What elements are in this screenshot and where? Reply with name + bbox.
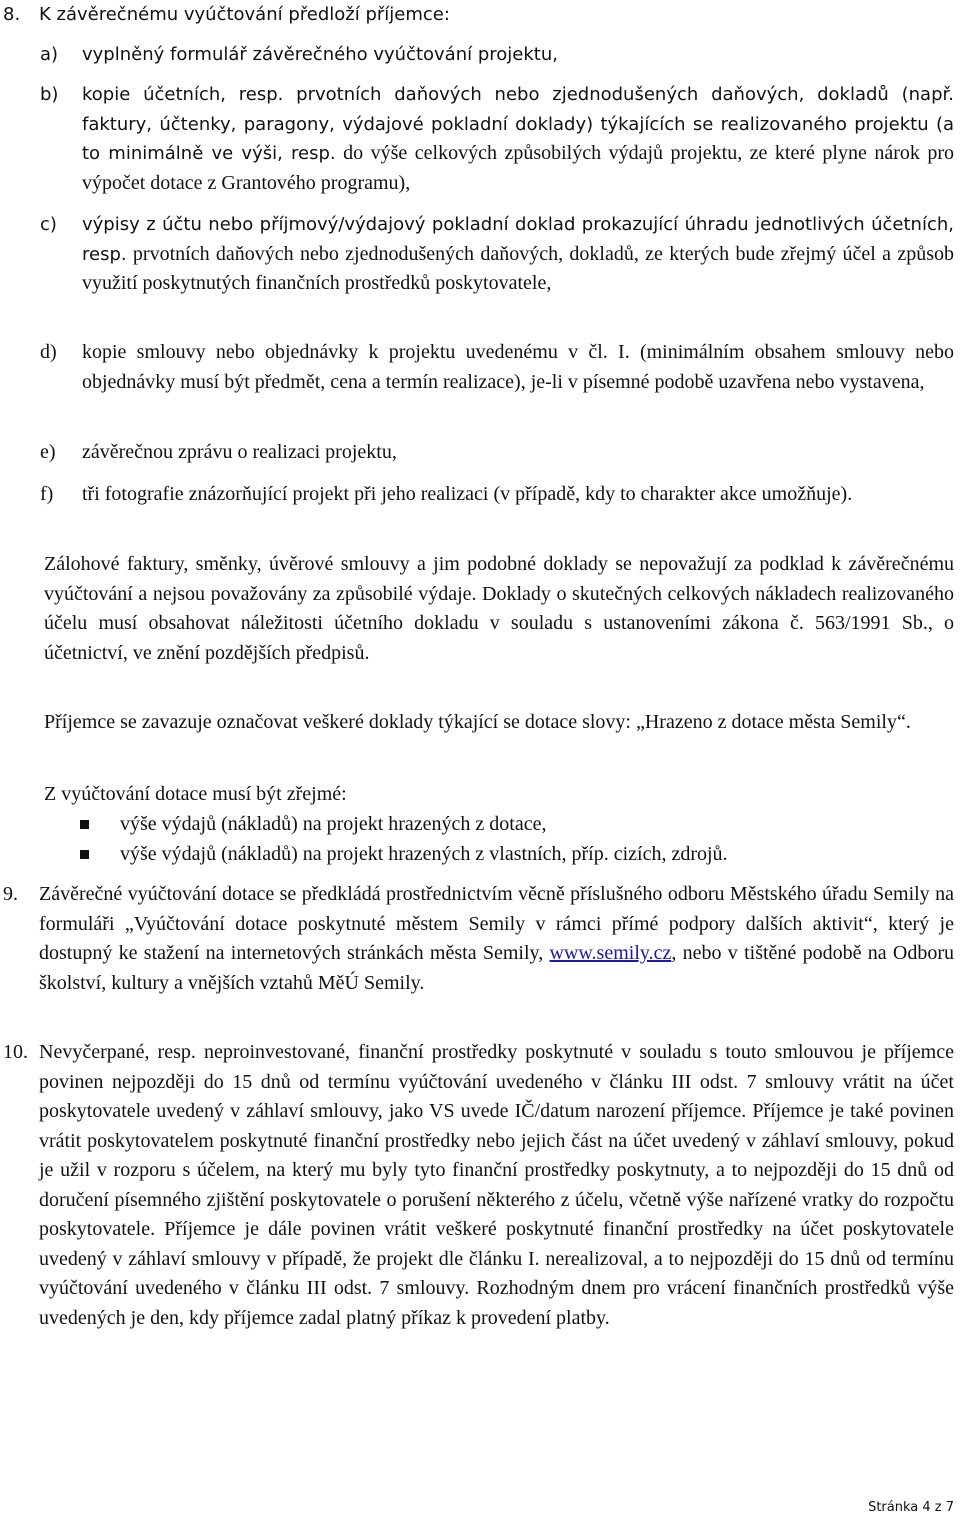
bullet-square-icon — [80, 820, 89, 829]
section-number: 9. — [3, 883, 18, 905]
item-text-part: kopie účetních, resp. prvotních daňových nebo zjednodušených daňových, dokladů (např. faktury, účtenky, paragony, výdajové pokladní doklady) týkajících se realizovaného projektu (a to minimálně ve výši, resp. — [82, 84, 954, 164]
section-number: 8. — [3, 4, 21, 25]
item-text: kopie smlouvy nebo objednávky k projektu uvedenému v čl. I. (minimálním obsahem smlouvy nebo objednávky musí být předmět, cena a termín realizace), je-li v písemné podobě uzavřena nebo vystavena, — [82, 341, 954, 393]
list-item-c — [40, 210, 954, 299]
item-text: závěrečnou zprávu o realizaci projektu, — [82, 441, 397, 463]
item-text: tři fotografie znázorňující projekt při jeho realizaci (v případě, kdy to charakter akce umožňuje). — [82, 483, 853, 505]
item-text — [82, 80, 954, 198]
list-item-d — [40, 338, 954, 397]
bullet-square-icon — [80, 850, 89, 859]
section-text-part: Závěrečné vyúčtování dotace se předkládá prostřednictvím věcně příslušného odboru Městského úřadu Semily na formuláři „Vyúčtování dotace poskytnuté městem Semily v rámci přímé podpory dalších aktivit“, který je dostupný ke stažení na internetových stránkách města Semily, — [39, 883, 954, 964]
item-text-part: prvotních daňových nebo zjednodušených daňových, dokladů, ze kterých bude zřejmý účel a způsob využití poskytnutých finančních prostředků poskytovatele, — [82, 242, 954, 294]
paragraph-z-vyuctovani: Z vyúčtování dotace musí být zřejmé: — [44, 783, 347, 805]
bullet-text: výše výdajů (nákladů) na projekt hrazených z vlastních, příp. cizích, zdrojů. — [120, 842, 728, 865]
list-item-e — [40, 438, 954, 468]
list-item-f — [40, 480, 954, 510]
item-label: b) — [40, 84, 59, 105]
item-text-part: do výše celkových způsobilých výdajů projektu, ze které plyne nárok pro výpočet dotace z Grantového programu), — [82, 142, 955, 194]
item-text — [82, 210, 954, 299]
item-label: c) — [40, 214, 57, 235]
item-label: e) — [40, 441, 56, 463]
section-10 — [3, 1038, 954, 1333]
section-8 — [3, 0, 954, 30]
item-text-part: výpisy z účtu nebo příjmový/výdajový pokladní doklad prokazující úhradu jednotlivých účetních, resp. — [82, 214, 954, 265]
section-9 — [3, 880, 954, 998]
section-text — [39, 880, 954, 998]
item-label: a) — [40, 44, 59, 65]
bullet-item — [80, 840, 954, 870]
item-label: d) — [40, 341, 57, 363]
website-link[interactable]: www.semily.cz — [549, 942, 672, 964]
bullet-text: výše výdajů (nákladů) na projekt hrazených z dotace, — [120, 813, 547, 835]
bullet-item — [80, 810, 954, 840]
page-number: Stránka 4 z 7 — [868, 1500, 954, 1515]
item-label: f) — [40, 483, 54, 505]
item-text: vyplněný formulář závěrečného vyúčtování projektu, — [82, 44, 558, 65]
section-heading: K závěrečnému vyúčtování předloží příjemce: — [39, 4, 450, 25]
paragraph-oznaceni: Příjemce se zavazuje označovat veškeré doklady týkající se dotace slovy: „Hrazeno z dotace města Semily“. — [44, 711, 911, 733]
list-item-b — [40, 80, 954, 198]
section-text-part: , nebo v tištěné podobě na Odboru školství, kultury a vnějších vztahů MěÚ Semily. — [39, 942, 954, 994]
section-number: 10. — [3, 1041, 28, 1063]
section-text: Nevyčerpané, resp. neproinvestované, finanční prostředky poskytnuté v souladu s touto smlouvou je příjemce povinen nejpozději do 15 dnů od termínu vyúčtování uvedeného v článku III odst. 7 smlouvy vrátit na účet poskytovatele uvedený v záhlaví smlouvy, jako VS uvede IČ/datum narození příjemce. Příjemce je také povinen vrátit poskytovatelem poskytnuté finanční prostředky nebo jejich část na účet uvedený v záhlaví smlouvy, pokud je užil v rozporu s účelem, na který mu byly tyto finanční prostředky poskytnuty, a to nejpozději do 15 dnů od doručení písemného zjištění poskytovatele o porušení některého z účelu, včetně výše nařízené vratky do rozpočtu poskytovatele. Příjemce je dále povinen vrátit veškeré poskytnuté finanční prostředky na účet poskytovatele uvedený v záhlaví smlouvy v případě, že projekt dle článku I. nerealizoval, a to nejpozději do 15 dnů od termínu vyúčtování uvedeného v článku III odst. 7 smlouvy. Rozhodným dnem pro vrácení finančních prostředků výše uvedených je den, kdy příjemce zadal platný příkaz k provedení platby. — [39, 1041, 954, 1329]
bullet-list — [80, 810, 954, 869]
list-item-a — [40, 40, 954, 70]
paragraph-zalohove: Zálohové faktury, směnky, úvěrové smlouvy a jim podobné doklady se nepovažují za podklad k závěrečnému vyúčtování a nejsou považovány za způsobilé výdaje. Doklady o skutečných celkových nákladech realizovaného účelu musí obsahovat náležitosti účetního dokladu v souladu s ustanoveními zákona č. 563/1991 Sb., o účetnictví, ve znění pozdějších předpisů. — [44, 553, 954, 664]
